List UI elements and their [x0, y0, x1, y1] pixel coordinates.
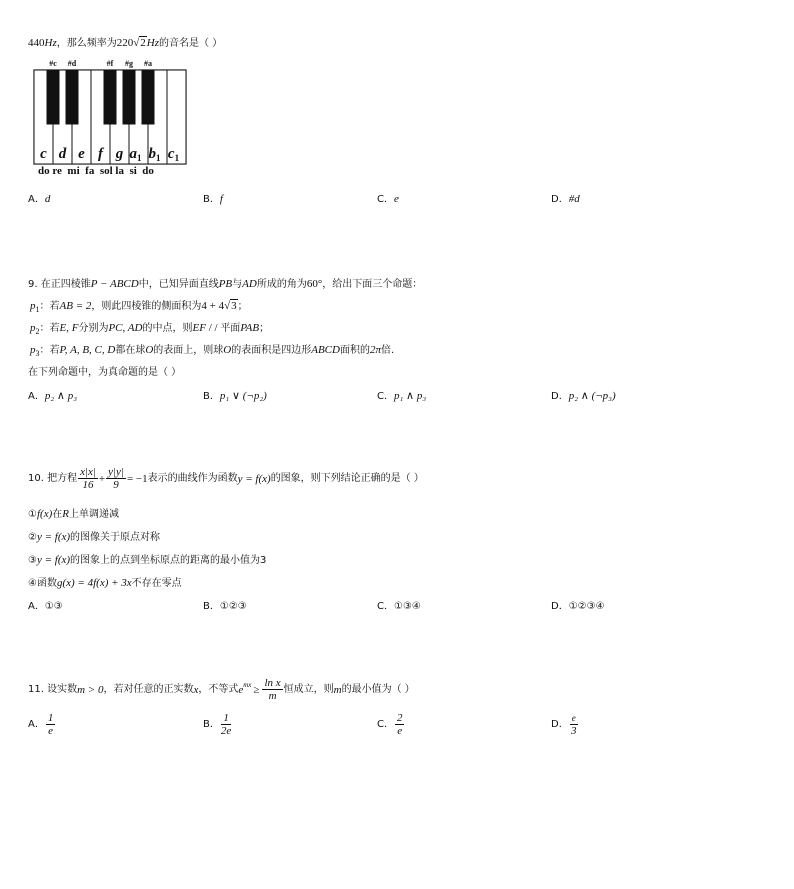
q8-text2: 的音名是（ ） [159, 38, 223, 49]
option-letter: C． [377, 719, 394, 730]
q9-proposition-1: $p_1$：若AB = 2，则此四棱锥的侧面积为4 + 4√3； [30, 300, 248, 314]
q10-statement-3 [28, 551, 266, 566]
prop-text: ，则此四棱锥的侧面积为 [91, 301, 202, 312]
prop-sub: 2 [35, 327, 40, 336]
prop-text: 的中点，则 [142, 323, 193, 334]
statement-text: 在 [52, 509, 63, 520]
q9-option-a[interactable] [28, 387, 77, 402]
white-key-label: d [58, 146, 67, 162]
prop-text: 都在球 [115, 345, 146, 356]
q8-stem: 440Hz，那么频率为220√2Hz的音名是（ ） [28, 37, 223, 49]
q11-option-c[interactable] [377, 712, 405, 738]
frac-num: y|y| [108, 466, 124, 478]
option-value: ①③④ [393, 601, 421, 612]
black-key [142, 70, 154, 124]
frac-den: 3 [570, 725, 577, 737]
statement-num: ④函数 [28, 578, 57, 589]
statement-text: 的图像关于原点对称 [70, 532, 161, 543]
q8-text1: ，那么频率为 [56, 38, 117, 49]
q11-xvar: x [193, 684, 199, 696]
statement-math: y = f(x) [36, 554, 71, 566]
q9-angle: 60° [306, 278, 323, 290]
q10-statement-1 [28, 505, 119, 520]
statement-math: g(x) = 4f(x) + 3x [56, 577, 132, 589]
q9-option-b[interactable] [203, 387, 267, 402]
black-key-label: #a [144, 59, 152, 68]
q11-stem-b: ，若对任意的正实数 [103, 684, 194, 695]
prop-root: 3 [231, 300, 237, 312]
statement-num: ② [28, 532, 37, 543]
q10-option-c[interactable] [377, 597, 421, 612]
prop-label: p [30, 322, 36, 334]
white-key-label: f [98, 146, 103, 162]
option-letter: B． [203, 391, 220, 402]
q11-option-b[interactable] [203, 712, 232, 738]
prop-text: 的表面积是四边形 [231, 345, 312, 356]
prop-math: PAB [240, 322, 260, 334]
black-key [47, 70, 59, 124]
q8-option-a[interactable] [28, 190, 50, 205]
prop-label: p [30, 300, 36, 312]
black-key-label: #f [106, 59, 114, 68]
option-letter: D． [551, 719, 569, 730]
q10-func: y = f(x) [237, 473, 271, 485]
white-key-label: e [78, 146, 85, 162]
q9-stem [28, 275, 422, 290]
q9-stem-a: 9. 在正四棱锥 [28, 279, 91, 290]
q9-pyramid: P − ABCD [90, 278, 139, 290]
q11-base: e [238, 684, 244, 696]
option-letter: C． [377, 391, 394, 402]
white-key-label: c [40, 146, 47, 162]
option-letter: B． [203, 601, 220, 612]
option-value: e [393, 193, 399, 205]
black-key-label: #g [125, 59, 133, 68]
option-letter: A． [28, 194, 45, 205]
option-letter: B． [203, 719, 220, 730]
option-value: d [44, 193, 51, 205]
q9-line1: PB [218, 278, 233, 290]
q11-cond: m > 0 [77, 684, 104, 696]
prop-sub: 3 [35, 349, 40, 358]
q8-option-c[interactable] [377, 190, 399, 205]
q10-option-a[interactable] [28, 597, 63, 612]
prop-math: O [145, 344, 154, 356]
black-key-label: #d [67, 59, 77, 68]
black-key [104, 70, 116, 124]
frac-den: 9 [113, 479, 119, 491]
white-key-sub: 1 [156, 153, 161, 163]
q10-statement-2 [28, 528, 160, 543]
q8-coef: 220 [116, 37, 134, 49]
prop-text: 分别为 [78, 323, 109, 334]
q10-stem-a: 10. 把方程 [28, 473, 78, 484]
q10-stem [28, 466, 424, 492]
prop-sub: 1 [35, 305, 40, 314]
prop-text: 的表面上，则球 [153, 345, 224, 356]
q9-option-c[interactable] [377, 387, 426, 402]
q10-frac1 [78, 466, 98, 492]
piano-figure [30, 56, 200, 182]
frac-den: e [48, 725, 54, 737]
q9-proposition-2 [30, 319, 269, 336]
prop-math: E, F [59, 322, 79, 334]
white-key-label: $a_1$ [129, 146, 142, 163]
q9-stem-c: 与 [232, 279, 243, 290]
statement-math: R [62, 508, 69, 520]
q8-option-b[interactable] [203, 190, 223, 205]
q11-frac [262, 677, 282, 703]
frac-den: m [268, 690, 277, 702]
black-key-label: #c [49, 59, 57, 68]
option-value: ①③ [44, 601, 63, 612]
prop-text: ：若 [39, 301, 60, 312]
q8-freq1: 440 [28, 37, 45, 49]
white-key-sub: 1 [174, 153, 180, 163]
q11-geq: ≥ [253, 684, 260, 696]
piano-keyboard-diagram [30, 56, 200, 182]
prop-text: ：若 [39, 345, 60, 356]
q11-exp: mx [243, 681, 252, 689]
q10-statement-4 [28, 574, 182, 589]
frac-num: e [571, 713, 576, 723]
q10-eq: = −1 [126, 473, 148, 485]
statement-math: y = f(x) [36, 531, 71, 543]
q10-option-b[interactable] [203, 597, 247, 612]
statement-num: ① [28, 509, 37, 520]
q8-root: 2 [140, 37, 146, 49]
white-key-label: $b_1$ [148, 146, 161, 163]
option-fraction [46, 712, 56, 738]
prop-text: 平面 [220, 323, 241, 334]
option-letter: C． [377, 601, 394, 612]
prop-label: p [30, 344, 36, 356]
prop-math: AB = 2 [59, 300, 92, 312]
q9-ask: 在下列命题中，为真命题的是（ ） [28, 367, 182, 378]
q9-stem-e: ，给出下面三个命题： [322, 279, 423, 290]
option-value: #d [568, 193, 580, 205]
prop-text: 倍. [380, 345, 395, 356]
option-letter: D． [551, 194, 569, 205]
q9-proposition-3 [30, 341, 394, 358]
option-fraction [221, 712, 231, 738]
statement-math: f(x) [36, 508, 53, 520]
option-value: f [219, 193, 223, 205]
option-letter: D． [551, 391, 569, 402]
option-fraction [570, 712, 578, 738]
piano-solfege: do re mi fa sol la si do [38, 165, 154, 177]
option-letter: A． [28, 719, 45, 730]
q8-option-d[interactable] [551, 190, 580, 205]
prop-math: O [223, 344, 232, 356]
black-key [66, 70, 78, 124]
q10-stem-b: 表示的曲线作为函数 [147, 473, 238, 484]
q8-unit1: Hz [44, 37, 57, 49]
option-value: p₁ ∨ (¬p₂) [219, 390, 267, 402]
q11-stem-e: 的最小值为（ ） [341, 684, 415, 695]
option-letter: A． [28, 391, 45, 402]
q11-stem-a: 11. 设实数 [28, 684, 78, 695]
q9-line2: AD [242, 278, 257, 290]
prop-text: ； [259, 323, 270, 334]
frac-num: 1 [221, 712, 231, 725]
frac-num: ln x [264, 677, 281, 689]
prop-text: 面积的 [339, 345, 370, 356]
prop-text: ：若 [39, 323, 60, 334]
q11-stem-c: ，不等式 [198, 684, 239, 695]
q11-stem-d: 恒成立，则 [283, 684, 334, 695]
option-letter: A． [28, 601, 45, 612]
option-value: p₂ ∧ (¬p₃) [568, 390, 616, 402]
frac-den: e [397, 725, 403, 737]
frac-num: 2 [396, 712, 403, 724]
option-value: ①②③④ [568, 601, 605, 612]
statement-text: 不存在零点 [131, 578, 182, 589]
q11-option-d[interactable] [551, 712, 579, 738]
statement-text: 的图象上的点到坐标原点的距离的最小值为3 [70, 555, 267, 566]
q10-plus: + [98, 473, 106, 485]
option-value: p₁ ∧ p₃ [393, 390, 427, 402]
prop-text: ； [237, 301, 248, 312]
option-letter: D． [551, 601, 569, 612]
q10-option-d[interactable] [551, 597, 605, 612]
q11-stem [28, 677, 415, 703]
white-key-sub: 1 [137, 153, 142, 163]
frac-num: 1 [47, 712, 54, 724]
option-letter: B． [203, 194, 220, 205]
q11-option-a[interactable] [28, 712, 56, 738]
prop-math: P, A, B, C, D [59, 344, 116, 356]
white-key-label: $c_1$ [167, 146, 180, 163]
q9-option-d[interactable] [551, 387, 616, 402]
frac-den: 2e [220, 725, 232, 737]
statement-num: ③ [28, 555, 37, 566]
prop-math: EF [192, 322, 206, 334]
q9-stem-d: 所成的角为 [256, 279, 307, 290]
option-value: ①②③ [219, 601, 247, 612]
prop-math: 4 + 4 [201, 300, 225, 312]
prop-math: ABCD [311, 344, 340, 356]
q9-stem-b: 中，已知异面直线 [138, 279, 219, 290]
q8-unit2: Hz [146, 37, 160, 49]
option-value: p₂ ∧ p₃ [44, 390, 78, 402]
q11-mvar: m [333, 684, 342, 696]
prop-math: 2π [369, 344, 381, 356]
q10-stem-c: 的图象，则下列结论正确的是（ ） [270, 473, 424, 484]
white-key-label: g [115, 146, 124, 162]
statement-text: 上单调递减 [68, 509, 119, 520]
q10-frac2 [106, 466, 126, 492]
option-fraction [395, 712, 405, 738]
option-letter: C． [377, 194, 394, 205]
black-key [123, 70, 135, 124]
prop-math: PC, AD [108, 322, 143, 334]
frac-num: x|x| [80, 466, 96, 478]
prop-math: / / [205, 322, 221, 334]
frac-den: 16 [82, 479, 94, 491]
